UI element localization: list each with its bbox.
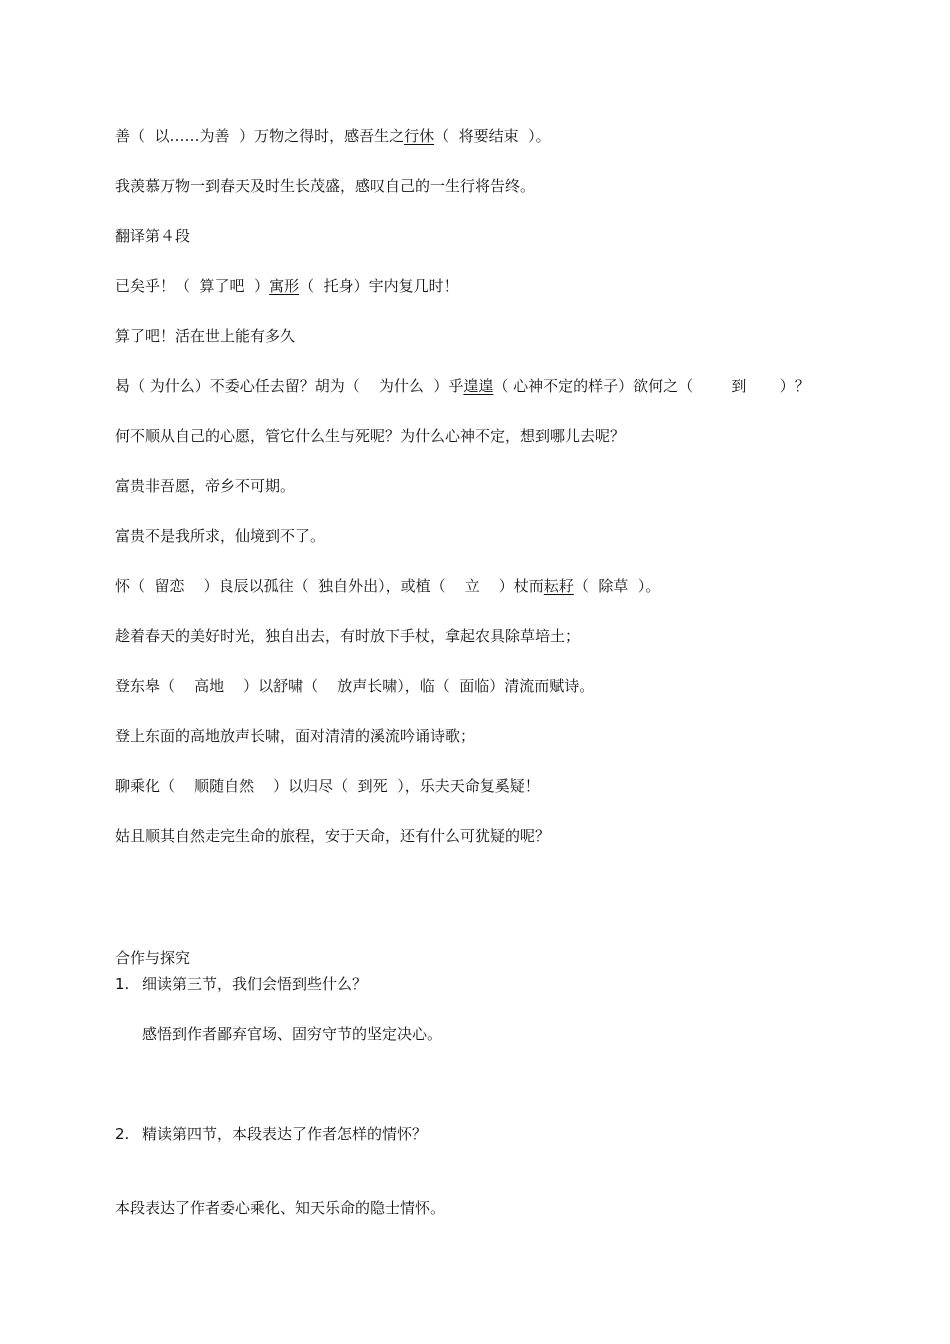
question-text: 精读第四节，本段表达了作者怎样的情怀？	[142, 1125, 428, 1143]
text-line	[115, 376, 810, 396]
question-text: 细读第三节，我们会悟到些什么？	[142, 975, 368, 993]
section-heading: 翻译第４段	[115, 227, 191, 245]
question-number: 2.	[115, 1125, 130, 1143]
translation-line: 何不顺从自己的心愿，管它什么生与死呢？为什么心神不定，想到哪儿去呢？	[115, 427, 626, 445]
translation-line: 我羡慕万物一到春天及时生长茂盛，感叹自己的一生行将告终。	[115, 177, 536, 195]
line-segment: 善（ 以……为善 ）万物之得时，感吾生之	[115, 127, 405, 145]
translation-line: 姑且顺其自然走完生命的旅程，安于天命，还有什么可犹疑的呢？	[115, 827, 551, 845]
translation-line: 算了吧！活在世上能有多久	[115, 327, 296, 345]
translation-line: 登上东面的高地放声长啸，面对清清的溪流吟诵诗歌；	[115, 727, 476, 745]
answer-2: 本段表达了作者委心乘化、知天乐命的隐士情怀。	[115, 1199, 446, 1217]
underlined-term: 耘耔	[543, 577, 574, 595]
line-segment: 怀（ 留恋 ）良辰以孤往（ 独自外出），或植（ 立 ）杖而	[115, 577, 544, 595]
text-line: 聊乘化（ 顺随自然 ）以归尽（ 到死 ），乐夫天命复奚疑！	[115, 777, 540, 795]
line-segment: （ 心神不定的样子）欲何之（ 到 ）？	[493, 377, 810, 395]
underlined-term: 行休	[404, 127, 435, 145]
question-1	[115, 974, 367, 994]
line-segment: （ 托身）宇内复几时！	[299, 277, 459, 295]
question-number: 1.	[115, 975, 130, 993]
answer-1: 感悟到作者鄙弃官场、固穷守节的坚定决心。	[142, 1025, 443, 1043]
line-segment: （ 除草 ）。	[573, 577, 661, 595]
underlined-term: 遑遑	[463, 377, 494, 395]
section-title: 合作与探究	[115, 949, 191, 967]
question-2	[115, 1124, 427, 1144]
text-line: 富贵非吾愿，帝乡不可期。	[115, 477, 296, 495]
text-line	[115, 276, 459, 296]
underlined-term: 寓形	[269, 277, 300, 295]
text-line	[115, 576, 660, 596]
line-segment: 曷（ 为什么）不委心任去留？胡为（ 为什么 ）乎	[115, 377, 464, 395]
text-line	[115, 126, 551, 146]
text-line: 登东皋（ 高地 ）以舒啸（ 放声长啸），临（ 面临）清流而赋诗。	[115, 677, 595, 695]
translation-line: 富贵不是我所求，仙境到不了。	[115, 527, 326, 545]
line-segment: 已矣乎！（ 算了吧 ）	[115, 277, 270, 295]
translation-line: 趁着春天的美好时光，独自出去，有时放下手杖，拿起农具除草培土；	[115, 627, 581, 645]
line-segment: （ 将要结束 ）。	[434, 127, 551, 145]
